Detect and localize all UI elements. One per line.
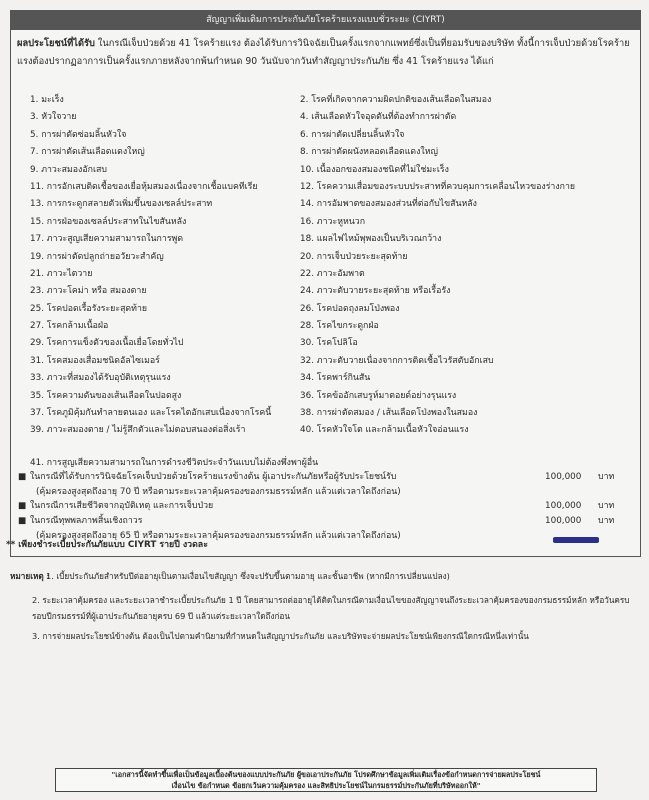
disease-item: 24. ภาวะตับวายระยะสุดท้าย หรือเรื้อรัง [300, 286, 451, 297]
disease-item: 18. แผลไฟไหม้พุพองเป็นบริเวณกว้าง [300, 234, 442, 245]
disease-item: 4. เส้นเลือดหัวใจอุดตันที่ต้องทำการผ่าตัด [300, 112, 457, 123]
benefit-unit: บาท [598, 516, 615, 526]
disease-item: 32. ภาวะตับวายเนื่องจากการติดเชื้อไวรัสตับอักเสบ [300, 355, 494, 366]
premium-line: ** เพียงชำระเบี้ยประกันภัยแบบ CIYRT รายปี งวดละ [6, 540, 208, 550]
disease-item: 38. การผ่าตัดสมอง / เส้นเลือดโป่งพองในสมอง [300, 408, 478, 419]
disease-item: 30. โรคโปลิโอ [300, 338, 358, 349]
disease-item: 3. หัวใจวาย [30, 112, 77, 123]
disease-item: 1. มะเร็ง [30, 95, 64, 105]
disease-item: 29. โรคการแข็งตัวของเนื้อเยื่อโดยทั่วไป [30, 338, 184, 349]
benefit-amount: 100,000 [545, 516, 582, 526]
disease-item: 16. ภาวะหูหนวก [300, 216, 366, 227]
disease-item: 40. โรคหัวใจโต และกล้ามเนื้อหัวใจอ่อนแรง [300, 425, 469, 436]
benefit-amount: 100,000 [545, 501, 582, 511]
disease-item: 8. การผ่าตัดผนังหลอดเลือดแดงใหญ่ [300, 147, 439, 158]
disease-item: 11. การอักเสบติดเชื้อของเยื่อหุ้มสมองเนื่องจากเชื้อแบคทีเรีย [30, 181, 258, 192]
disease-item: 20. การเจ็บป่วยระยะสุดท้าย [300, 251, 408, 262]
disease-item: 2. โรคที่เกิดจากความผิดปกติของเส้นเลือดในสมอง [300, 95, 492, 105]
disease-item: 22. ภาวะอัมพาต [300, 268, 365, 279]
note-2: 2. ระยะเวลาคุ้มครอง และระยะเวลาชำระเบี้ยประกันภัย 1 ปี โดยสามารถต่ออายุได้ติดในกรณีตามเงื่อนไขของสัญญาจนถึงระยะเวลาคุ้มครองของกรมธรรม์หลัก หรือวันครบรอบปีกรมธรรม์ที่ผู้เอาประกันภัยอายุครบ 69 ปี แล้วแต่ระยะเวลาใดถึงก่อน [32, 595, 630, 621]
disease-item: 37. โรคภูมิคุ้มกันทำลายตนเอง และโรคไตอักเสบเนื่องจากโรคนี้ [30, 408, 272, 419]
disease-item: 34. โรคพาร์กินสัน [300, 373, 371, 384]
disease-item: 26. โรคปอดถุงลมโป่งพอง [300, 303, 400, 314]
benefit-list [18, 470, 618, 543]
footer-line-2: เงื่อนไข ข้อกำหนด ข้อยกเว้นความคุ้มครอง และสิทธิประโยชน์ในกรมธรรม์ประกันภัยที่บริษัทออกให้" [171, 781, 481, 790]
disease-item: 28. โรคไขกระดูกฝ่อ [300, 321, 379, 332]
bullet-icon: ■ [18, 501, 27, 511]
benefit-row [18, 499, 618, 514]
footer-line-1: "เอกสารนี้จัดทำขึ้นเพื่อเป็นข้อมูลเบื้องต้นของแบบประกันภัย ผู้ขอเอาประกันภัย โปรดศึกษาข้อมูลเพิ่มเติมเรื่องข้อกำหนดการจ่ายผลประโยชน์ [111, 770, 541, 779]
disease-list [30, 92, 620, 440]
note-3: 3. การจ่ายผลประโยชน์ข้างต้น ต้องเป็นไปตามคำนิยามที่กำหนดในสัญญาประกันภัย และบริษัทจะจ่ายผลประโยชน์เพียงกรณีใดกรณีหนึ่งเท่านั้น [32, 631, 529, 641]
benefit-note: (คุ้มครองสูงสุดถึงอายุ 65 ปี หรือตามระยะเวลาคุ้มครองของกรมธรรม์หลัก แล้วแต่เวลาใดถึงก่อน) [36, 531, 401, 541]
disease-item: 17. ภาวะสูญเสียความสามารถในการพูด [30, 234, 184, 245]
disease-item: 10. เนื้องอกของสมองชนิดที่ไม่ใช่มะเร็ง [300, 164, 449, 175]
disease-item: 23. ภาวะโคม่า หรือ สมองตาย [30, 286, 147, 297]
disease-item: 7. การผ่าตัดเส้นเลือดแดงใหญ่ [30, 147, 145, 158]
disease-item: 13. การกระดูกสลายตัวเพิ่มขึ้นของเซลล์ประสาท [30, 199, 213, 210]
page-title: สัญญาเพิ่มเติมการประกันภัยโรคร้ายแรงแบบชั่วระยะ (CIYRT) [11, 11, 640, 30]
disease-item: 21. ภาวะไตวาย [30, 268, 93, 279]
intro-lead: ผลประโยชน์ที่ได้รับ [17, 38, 95, 49]
benefit-row [18, 470, 618, 485]
disease-item: 5. การผ่าตัดซ่อมลิ้นหัวใจ [30, 129, 127, 140]
bullet-icon: ■ [18, 516, 27, 526]
disease-item: 14. การอัมพาตของสมองส่วนที่ต่อกับไขสันหลัง [300, 199, 477, 210]
benefit-label: ในกรณีการเสียชีวิตจากอุบัติเหตุ และการเจ็บป่วย [30, 501, 214, 511]
benefit-label: ในกรณีทุพพลภาพสิ้นเชิงถาวร [30, 516, 143, 526]
disease-item: 27. โรคกล้ามเนื้อฝ่อ [30, 321, 109, 332]
disease-item: 6. การผ่าตัดเปลี่ยนลิ้นหัวใจ [300, 129, 405, 140]
intro-paragraph [17, 35, 632, 71]
disease-item-41: 41. การสูญเสียความสามารถในการดำรงชีวิตประจำวันแบบไม่ต้องพึ่งพาผู้อื่น [30, 458, 319, 468]
disease-item: 31. โรคสมองเสื่อมชนิดอัลไซเมอร์ [30, 355, 160, 366]
benefit-note: (คุ้มครองสูงสุดถึงอายุ 70 ปี หรือตามระยะเวลาคุ้มครองของกรมธรรม์หลัก แล้วแต่เวลาใดถึงก่อน) [36, 487, 401, 497]
benefit-row [18, 514, 618, 529]
benefit-unit: บาท [598, 472, 615, 482]
benefit-amount: 100,000 [545, 472, 582, 482]
premium-amount-redaction [553, 537, 599, 543]
disease-item: 33. ภาวะที่สมองได้รับอุบัติเหตุรุนแรง [30, 373, 171, 384]
bullet-icon: ■ [18, 472, 27, 482]
disease-item: 35. โรคความดันของเส้นเลือดในปอดสูง [30, 390, 182, 401]
disease-item: 9. ภาวะสมองอักเสบ [30, 164, 107, 175]
disease-item: 15. การฝ่อของเซลล์ประสาทในไขสันหลัง [30, 216, 187, 227]
benefit-unit: บาท [598, 501, 615, 511]
note-1: 1. เบี้ยประกันภัยสำหรับปีต่ออายุเป็นตามเงื่อนไขสัญญา ซึ่งจะปรับขึ้นตามอายุ และชั้นอาชีพ (หากมีการเปลี่ยนแปลง) [46, 571, 450, 581]
disease-item: 19. การผ่าตัดปลูกถ่ายอวัยวะสำคัญ [30, 251, 164, 262]
notes-heading: หมายเหตุ : [10, 571, 50, 581]
disease-item: 36. โรคข้ออักเสบรูห์มาตอยด์อย่างรุนแรง [300, 390, 457, 401]
benefit-label: ในกรณีที่ได้รับการวินิจฉัยโรคเจ็บป่วยด้วยโรคร้ายแรงข้างต้น ผู้เอาประกันภัยหรือผู้รับประโยชน์รับ [30, 472, 397, 482]
disease-item: 25. โรคปอดเรื้อรังระยะสุดท้าย [30, 303, 148, 314]
intro-text: ในกรณีเจ็บป่วยด้วย 41 โรคร้ายแรง ต้องได้รับการวินิจฉัยเป็นครั้งแรกจากแพทย์ซึ่งเป็นที่ยอมรับของบริษัท ทั้งนี้การเจ็บป่วยด้วยโรคร้ายแรงต้องปรากฏอาการเป็นครั้งแรกภายหลังจากพ้นกำหนด 90 วันนับจากวันทำสัญญาประกันภัย ซึ่ง 41 โรคร้ายแรง ได้แก่ [17, 38, 630, 67]
footer-disclaimer [55, 768, 597, 792]
disease-item: 39. ภาวะสมองตาย / ไม่รู้สึกตัวและไม่ตอบสนองต่อสิ่งเร้า [30, 425, 246, 436]
disease-item: 12. โรคความเสื่อมของระบบประสาทที่ควบคุมการเคลื่อนไหวของร่างกาย [300, 181, 576, 192]
